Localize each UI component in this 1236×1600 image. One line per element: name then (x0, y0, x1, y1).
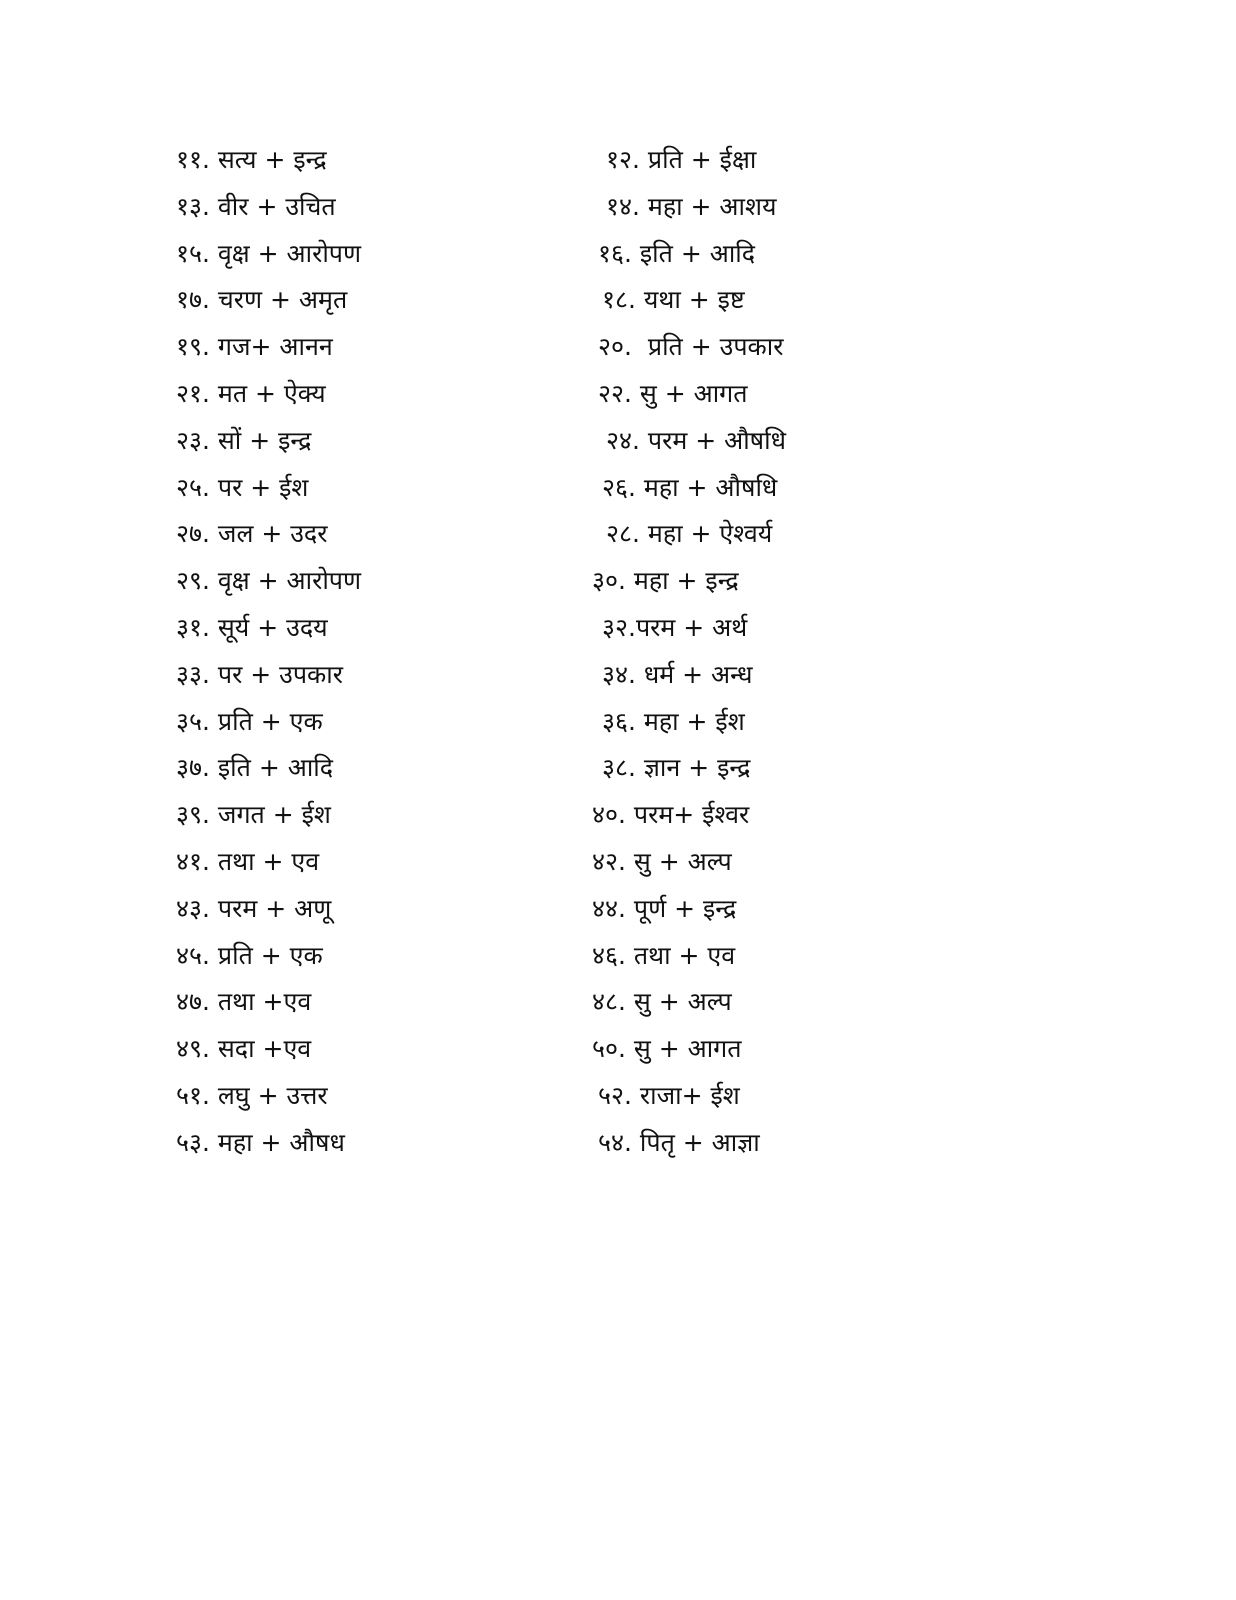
exercise-item: ३९. जगत + ईश (176, 800, 331, 830)
exercise-item: २६. महा + औषधि (602, 472, 778, 502)
exercise-item: ४८. सु + अल्प (592, 987, 732, 1017)
exercise-item: ४७. तथा +एव (176, 987, 312, 1017)
exercise-item: ५२. राजा+ ईश (598, 1080, 740, 1110)
exercise-item: ४६. तथा + एव (592, 940, 736, 970)
exercise-row (176, 795, 876, 842)
exercise-item: ४०. परम+ ईश्वर (592, 800, 750, 830)
exercise-item: १५. वृक्ष + आरोपण (176, 238, 362, 268)
exercise-row (176, 842, 876, 889)
exercise-item: ४५. प्रति + एक (176, 940, 323, 970)
exercise-item: १४. महा + आशय (606, 191, 777, 221)
exercise-item: ३०. महा + इन्द्र (592, 566, 739, 596)
exercise-item: ५०. सु + आगत (592, 1034, 742, 1064)
exercise-list (176, 140, 876, 1170)
exercise-item: ५३. महा + औषध (176, 1127, 345, 1157)
exercise-item: ३७. इति + आदि (176, 753, 334, 783)
exercise-item: ३४. धर्म + अन्ध (602, 659, 753, 689)
exercise-row (176, 889, 876, 936)
exercise-row (176, 561, 876, 608)
exercise-item: ३१. सूर्य + उदय (176, 612, 328, 642)
exercise-item: २०. प्रति + उपकार (598, 332, 784, 362)
exercise-item: २३. सों + इन्द्र (176, 425, 312, 455)
exercise-item: १७. चरण + अमृत (176, 285, 348, 315)
exercise-row (176, 514, 876, 561)
exercise-row (176, 327, 876, 374)
exercise-row (176, 1029, 876, 1076)
exercise-row (176, 374, 876, 421)
exercise-item: २८. महा + ऐश्वर्य (606, 519, 773, 549)
exercise-item: ४२. सु + अल्प (592, 846, 732, 876)
exercise-row (176, 468, 876, 515)
exercise-row (176, 421, 876, 468)
exercise-item: ५१. लघु + उत्तर (176, 1080, 328, 1110)
exercise-item: १६. इति + आदि (598, 238, 756, 268)
exercise-item: ४९. सदा +एव (176, 1034, 312, 1064)
exercise-row (176, 748, 876, 795)
exercise-item: १९. गज+ आनन (176, 332, 333, 362)
exercise-row (176, 187, 876, 234)
exercise-item: ४३. परम + अणू (176, 893, 332, 923)
exercise-row (176, 140, 876, 187)
exercise-item: ३२.परम + अर्थ (602, 612, 748, 642)
exercise-item: ३८. ज्ञान + इन्द्र (602, 753, 751, 783)
exercise-row (176, 936, 876, 983)
exercise-row (176, 982, 876, 1029)
exercise-row (176, 608, 876, 655)
exercise-row (176, 655, 876, 702)
exercise-item: १२. प्रति + ईक्षा (606, 145, 757, 174)
exercise-item: २५. पर + ईश (176, 472, 309, 502)
exercise-item: २१. मत + ऐक्य (176, 378, 326, 408)
exercise-row (176, 234, 876, 281)
exercise-row (176, 1123, 876, 1170)
exercise-item: १३. वीर + उचित (176, 191, 336, 221)
exercise-row (176, 1076, 876, 1123)
exercise-item: २७. जल + उदर (176, 519, 328, 549)
exercise-item: ५४. पितृ + आज्ञा (598, 1127, 760, 1157)
exercise-item: ३६. महा + ईश (602, 706, 745, 736)
exercise-item: ४१. तथा + एव (176, 846, 320, 876)
exercise-item: ३५. प्रति + एक (176, 706, 323, 736)
exercise-item: २९. वृक्ष + आरोपण (176, 566, 362, 596)
exercise-row (176, 280, 876, 327)
exercise-item: २४. परम + औषधि (606, 425, 786, 455)
exercise-item: १८. यथा + इष्ट (602, 285, 745, 315)
exercise-item: २२. सु + आगत (598, 378, 748, 408)
exercise-item: ३३. पर + उपकार (176, 659, 343, 689)
exercise-item: ४४. पूर्ण + इन्द्र (592, 893, 737, 923)
exercise-item: ११. सत्य + इन्द्र (176, 145, 327, 174)
exercise-row (176, 702, 876, 749)
